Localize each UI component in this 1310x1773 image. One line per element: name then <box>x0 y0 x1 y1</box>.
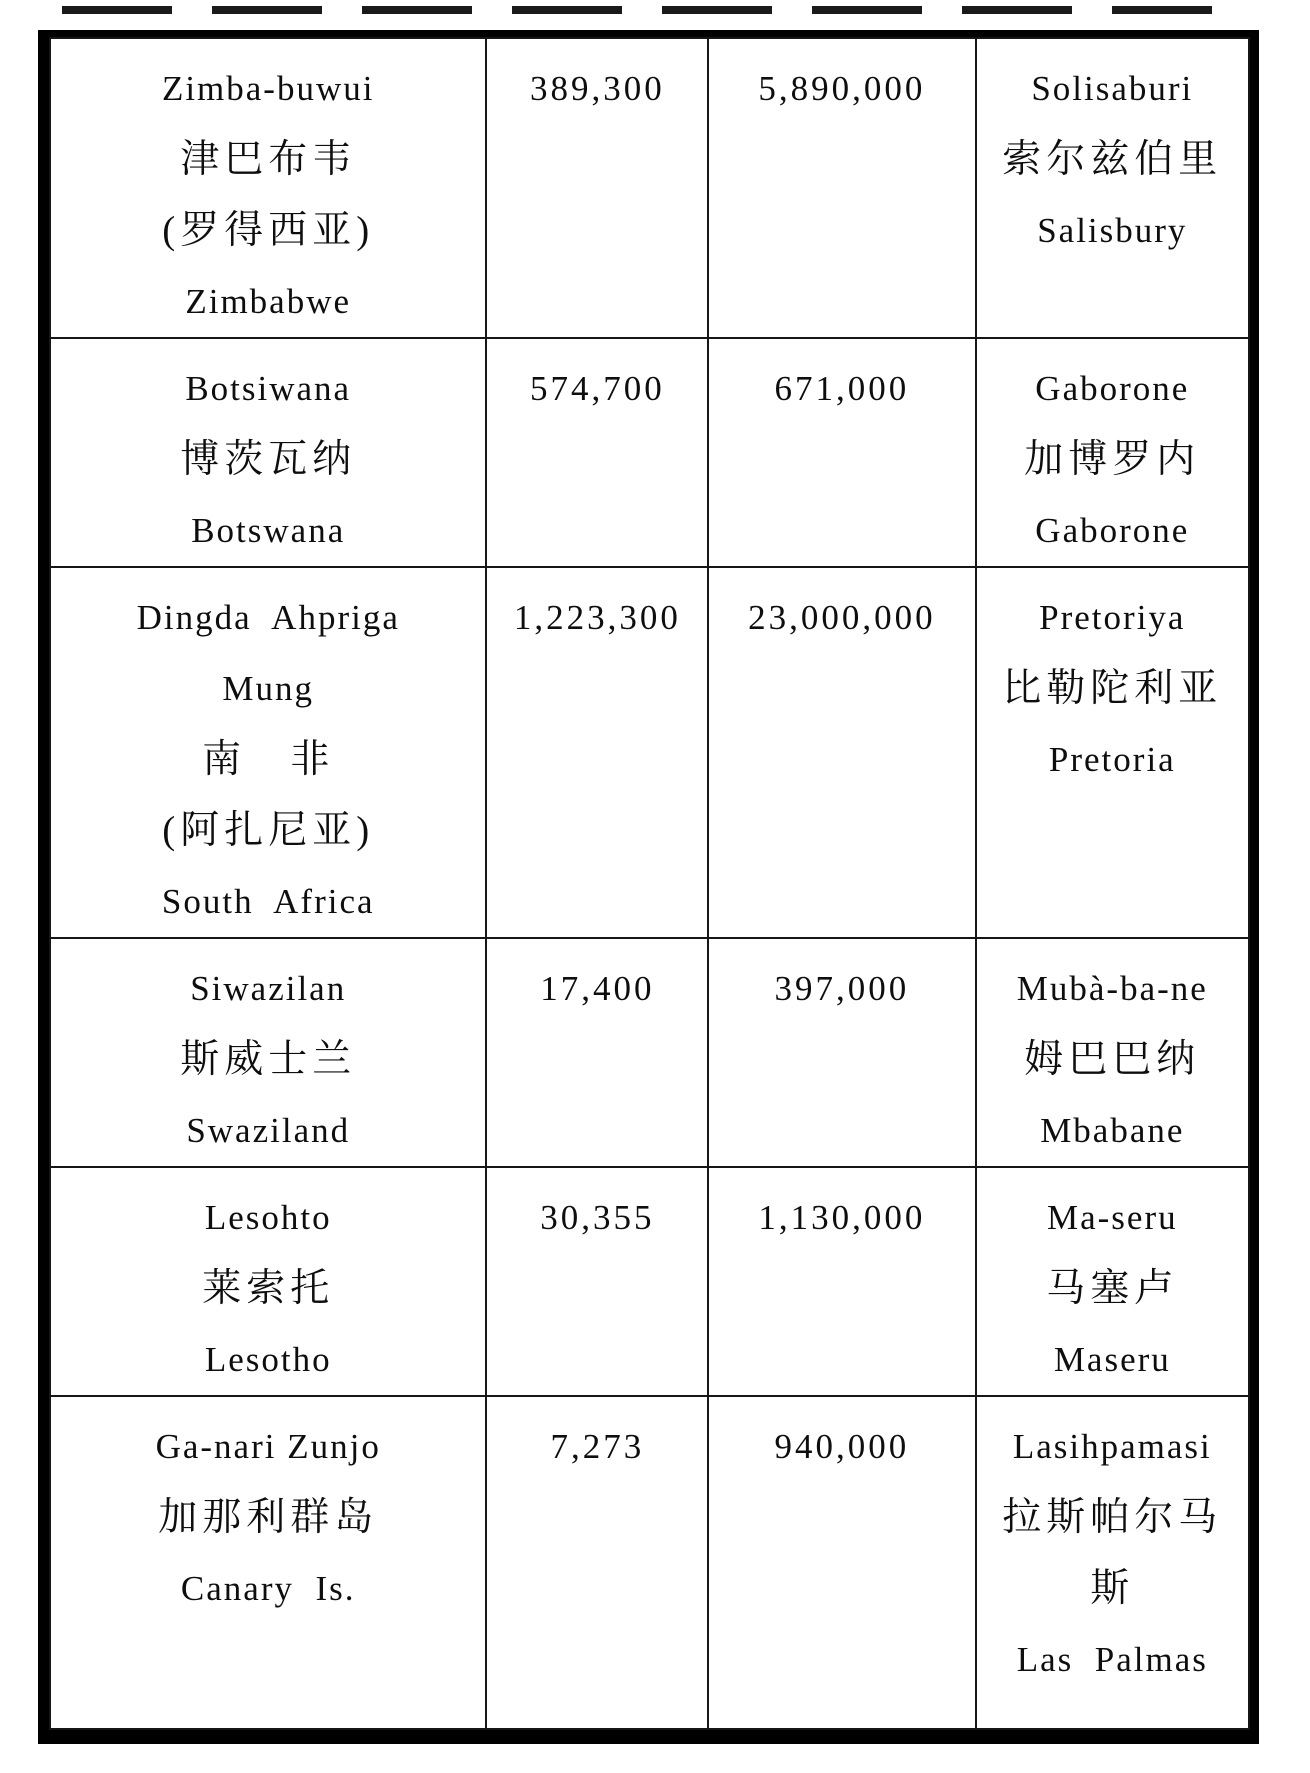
cell-population <box>708 567 975 938</box>
cell-capital <box>976 1396 1249 1729</box>
capital-chinese: 拉斯帕尔马斯 <box>1002 1496 1223 1610</box>
table-row-canary-islands <box>50 1396 1249 1729</box>
country-english: Canary Is. <box>180 1569 356 1608</box>
table-row-south-africa <box>50 567 1249 938</box>
table-row-zimbabwe <box>50 38 1249 338</box>
country-chinese-alt: (阿扎尼亚) <box>162 809 375 852</box>
capital-phonetic: Solisaburi <box>1031 69 1194 108</box>
capital-english: Pretoria <box>1048 740 1176 779</box>
cell-country-name <box>50 1167 486 1396</box>
country-chinese: 莱索托 <box>202 1267 335 1310</box>
table-row-swaziland <box>50 938 1249 1167</box>
cell-capital <box>976 1167 1249 1396</box>
cell-capital <box>976 338 1249 567</box>
country-phonetic-2: Mung <box>222 669 315 708</box>
country-english: Swaziland <box>186 1111 351 1150</box>
cell-capital <box>976 38 1249 338</box>
population-value: 397,000 <box>774 969 910 1008</box>
area-value: 389,300 <box>529 69 665 108</box>
cell-area <box>486 338 708 567</box>
table-row-botswana <box>50 338 1249 567</box>
cell-area <box>486 38 708 338</box>
cell-country-name <box>50 567 486 938</box>
population-value: 1,130,000 <box>758 1198 926 1237</box>
area-value: 7,273 <box>550 1427 645 1466</box>
population-value: 671,000 <box>774 369 910 408</box>
cell-country-name <box>50 938 486 1167</box>
population-value: 940,000 <box>774 1427 910 1466</box>
cell-population <box>708 338 975 567</box>
capital-english: Las Palmas <box>1016 1640 1208 1679</box>
area-value: 1,223,300 <box>513 598 681 637</box>
capital-chinese: 索尔兹伯里 <box>1002 138 1223 181</box>
cell-population <box>708 938 975 1167</box>
capital-english: Maseru <box>1053 1340 1171 1379</box>
cell-country-name <box>50 1396 486 1729</box>
country-phonetic: Zimba-buwui <box>161 69 375 108</box>
scan-edge-artifact <box>62 6 1212 14</box>
cell-population <box>708 1167 975 1396</box>
country-english: Botswana <box>191 511 346 550</box>
country-english: South Africa <box>161 882 375 921</box>
capital-english: Mbabane <box>1040 1111 1185 1150</box>
country-phonetic: Ga-nari Zunjo <box>155 1427 381 1466</box>
country-english: Lesotho <box>204 1340 332 1379</box>
country-phonetic: Lesohto <box>204 1198 332 1237</box>
country-phonetic: Siwazilan <box>190 969 347 1008</box>
cell-population <box>708 38 975 338</box>
country-phonetic: Botsiwana <box>185 369 352 408</box>
cell-population <box>708 1396 975 1729</box>
country-english: Zimbabwe <box>185 282 352 321</box>
cell-country-name <box>50 38 486 338</box>
country-table-grid <box>49 37 1250 1730</box>
capital-phonetic: Mubà-ba-ne <box>1016 969 1208 1008</box>
population-value: 5,890,000 <box>758 69 926 108</box>
country-phonetic: Dingda Ahpriga <box>136 598 400 637</box>
cell-capital <box>976 938 1249 1167</box>
capital-chinese: 姆巴巴纳 <box>1024 1038 1201 1081</box>
area-value: 17,400 <box>540 969 655 1008</box>
capital-chinese: 比勒陀利亚 <box>1002 667 1223 710</box>
capital-english: Salisbury <box>1037 211 1188 250</box>
area-value: 30,355 <box>540 1198 655 1237</box>
country-chinese-alt: (罗得西亚) <box>162 209 375 252</box>
country-chinese: 斯威士兰 <box>180 1038 357 1081</box>
capital-english: Gaborone <box>1035 511 1190 550</box>
capital-phonetic: Gaborone <box>1035 369 1190 408</box>
cell-capital <box>976 567 1249 938</box>
country-chinese: 加那利群岛 <box>158 1496 379 1539</box>
country-table <box>38 30 1259 1744</box>
cell-area <box>486 567 708 938</box>
capital-phonetic: Ma-seru <box>1046 1198 1178 1237</box>
capital-chinese: 马塞卢 <box>1046 1267 1179 1310</box>
area-value: 574,700 <box>529 369 665 408</box>
country-chinese: 津巴布韦 <box>180 138 357 181</box>
cell-area <box>486 1167 708 1396</box>
country-chinese: 南 非 <box>202 738 335 781</box>
capital-phonetic: Lasihpamasi <box>1012 1427 1212 1466</box>
capital-phonetic: Pretoriya <box>1039 598 1186 637</box>
population-value: 23,000,000 <box>748 598 936 637</box>
country-chinese: 博茨瓦纳 <box>180 438 357 481</box>
cell-area <box>486 938 708 1167</box>
table-row-lesotho <box>50 1167 1249 1396</box>
cell-area <box>486 1396 708 1729</box>
capital-chinese: 加博罗内 <box>1024 438 1201 481</box>
cell-country-name <box>50 338 486 567</box>
